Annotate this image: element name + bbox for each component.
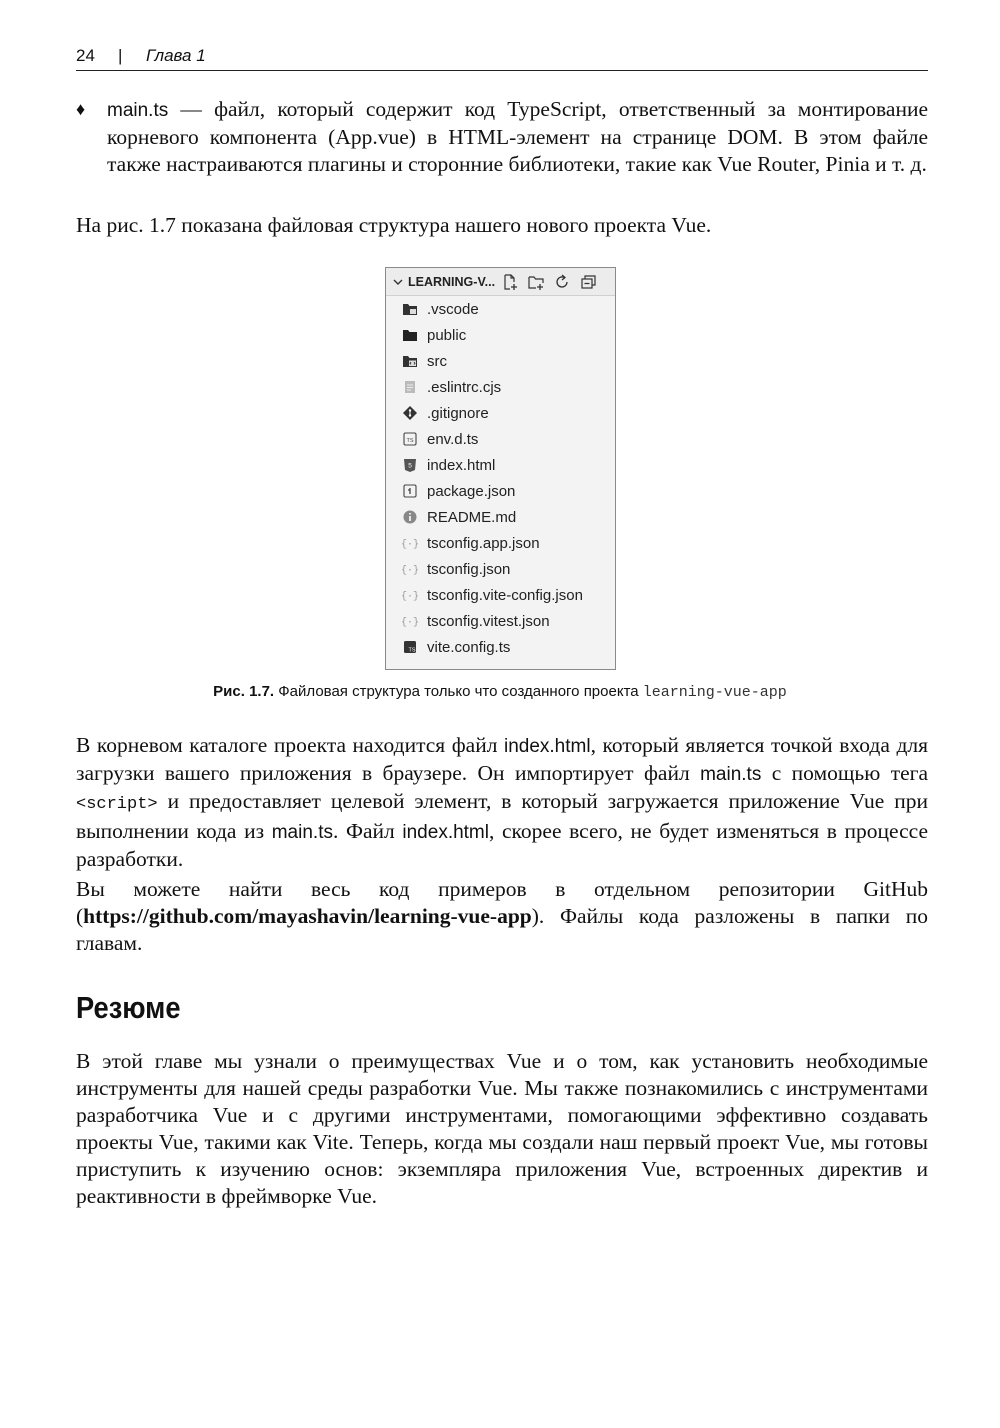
- intro-paragraph: На рис. 1.7 показана файловая структура нашего нового проекта Vue.: [76, 213, 712, 237]
- git-icon: [402, 405, 418, 421]
- caption-code: learning-vue-app: [642, 684, 787, 701]
- explorer-item[interactable]: [386, 296, 615, 322]
- folder-icon: [402, 327, 418, 343]
- explorer-item[interactable]: [386, 452, 615, 478]
- svg-text:TS: TS: [408, 647, 416, 654]
- svg-text:TS: TS: [406, 438, 414, 444]
- svg-text:{·}: {·}: [400, 591, 420, 603]
- vscode-folder-icon: [402, 301, 418, 317]
- collapse-all-icon[interactable]: [579, 273, 597, 291]
- item-name: .vscode: [427, 300, 479, 318]
- diamond-bullet-icon: ♦: [76, 99, 86, 119]
- info-icon: [402, 509, 418, 525]
- filename: main.ts: [700, 764, 762, 785]
- item-name: .gitignore: [427, 404, 489, 422]
- svg-text:{·}: {·}: [400, 565, 420, 577]
- new-folder-icon[interactable]: [527, 273, 545, 291]
- bullet-main-ts: [76, 96, 928, 178]
- summary-paragraph: В этой главе мы узнали о преимуществах Vue и о том, как установить необходимые инструменты для нашей среды разработки Vue. Мы также познакомились с инструментами разработчика Vue и с другими инструментами, помогающими эффективно создавать проекты Vue, такими как Vite. Теперь, когда мы создали наш первый проект Vue, мы готовы приступить к изучению основ: экземпляра приложения Vue, встроенных директив и реактивности в фреймворке Vue.: [76, 1049, 928, 1208]
- header-separator: |: [118, 46, 123, 65]
- explorer-file-list: [386, 296, 615, 660]
- ts-outline-icon: [402, 431, 418, 447]
- paragraph-index-html: [76, 732, 928, 873]
- json-icon: [402, 561, 418, 577]
- ts-filled-icon: [402, 639, 418, 655]
- text-run: с помощью тега: [761, 761, 928, 785]
- file-explorer-figure: [385, 267, 616, 670]
- explorer-title: LEARNING-V...: [408, 274, 496, 289]
- section-heading: Резюме: [76, 990, 181, 1025]
- text-run: Вы можете найти весь код примеров в отдельном репозитории GitHub (: [76, 877, 928, 928]
- filename: main.ts: [271, 822, 333, 843]
- new-file-icon[interactable]: [501, 273, 519, 291]
- eslint-file-icon: [402, 379, 418, 395]
- bullet-term: main.ts: [107, 100, 169, 121]
- caption-text: Файловая структура только что созданного проекта: [274, 683, 643, 700]
- explorer-item[interactable]: [386, 556, 615, 582]
- text-run: и предоставляет целевой элемент, в который загружается приложение Vue при выполнении кода из: [76, 789, 928, 843]
- item-name: package.json: [427, 482, 516, 500]
- page-number: 24: [76, 46, 95, 65]
- item-name: vite.config.ts: [427, 638, 511, 656]
- github-link[interactable]: https://github.com/mayashavin/learning-vue-app: [83, 904, 532, 928]
- item-name: tsconfig.app.json: [427, 534, 540, 552]
- json-icon: [402, 587, 418, 603]
- explorer-item[interactable]: [386, 322, 615, 348]
- item-name: env.d.ts: [427, 430, 479, 448]
- explorer-item[interactable]: [386, 374, 615, 400]
- explorer-item[interactable]: [386, 504, 615, 530]
- html-icon: [402, 457, 418, 473]
- paragraph-github: [76, 876, 928, 957]
- item-name: index.html: [427, 456, 496, 474]
- explorer-item[interactable]: [386, 608, 615, 634]
- svg-text:5: 5: [408, 462, 412, 470]
- explorer-item[interactable]: [386, 426, 615, 452]
- explorer-item[interactable]: [386, 478, 615, 504]
- explorer-item[interactable]: [386, 582, 615, 608]
- caption-label: Рис. 1.7.: [213, 683, 275, 700]
- running-header: [76, 44, 928, 71]
- svg-text:{·}: {·}: [400, 539, 420, 551]
- figure-caption: [0, 683, 1000, 701]
- explorer-item[interactable]: [386, 348, 615, 374]
- item-name: README.md: [427, 508, 517, 526]
- refresh-icon[interactable]: [553, 273, 571, 291]
- explorer-item[interactable]: [386, 634, 615, 660]
- filename: index.html: [402, 822, 489, 843]
- src-folder-icon: [402, 353, 418, 369]
- item-name: tsconfig.vite-config.json: [427, 586, 583, 604]
- json-icon: [402, 535, 418, 551]
- text-run: , который является точкой входа для загрузки вашего приложения в браузере. Он импортирует файл: [76, 733, 929, 785]
- filename: index.html: [503, 736, 591, 757]
- bullet-text: [107, 96, 928, 178]
- package-icon: [402, 483, 418, 499]
- inline-code: <script>: [76, 795, 158, 814]
- item-name: src: [427, 352, 447, 370]
- text-run: , скорее всего, не будет изменяться в процессе разработки.: [76, 819, 928, 871]
- json-icon: [402, 613, 418, 629]
- text-run: . Файл: [332, 819, 403, 843]
- item-name: .eslintrc.cjs: [427, 378, 502, 396]
- explorer-item[interactable]: [386, 530, 615, 556]
- chevron-down-icon[interactable]: [392, 276, 404, 288]
- item-name: tsconfig.json: [427, 560, 511, 578]
- item-name: public: [427, 326, 467, 344]
- bullet-description: — файл, который содержит код TypeScript, ответственный за монтирование корневого компонента (App.vue) в HTML-элемент на странице DOM. В этом файле также настраиваются плагины и сторонние библиотеки, такие как Vue Router, Pinia и т. д.: [107, 97, 928, 176]
- chapter-title: Глава 1: [146, 46, 206, 65]
- svg-text:{·}: {·}: [400, 617, 420, 629]
- item-name: tsconfig.vitest.json: [427, 612, 550, 630]
- explorer-item[interactable]: [386, 400, 615, 426]
- text-run: В корневом каталоге проекта находится файл: [76, 733, 504, 757]
- text-run: ). Файлы кода разложены в папки по главам.: [76, 904, 928, 955]
- explorer-header: [386, 268, 615, 296]
